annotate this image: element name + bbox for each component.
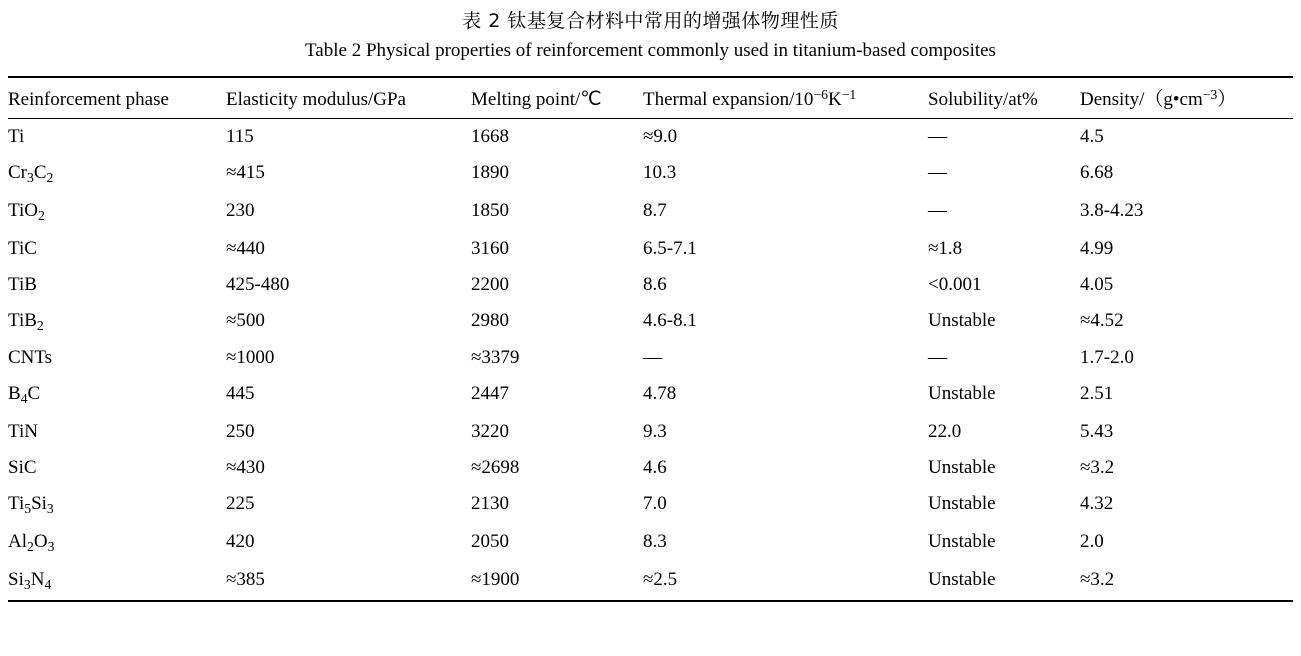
cell-expansion: — [643,347,662,369]
cell-density: ≈4.52 [1080,309,1124,331]
cell-melting: 3220 [471,421,509,443]
column-header-thermal-expansion: Thermal expansion/$10^{-6}K^{-1}$ [643,86,857,110]
cell-phase: $B_4C$ [8,383,41,407]
cell-phase: $Cr_3C_2$ [8,162,54,185]
cell-melting: 1890 [471,162,509,183]
cell-solubility: Unstable [928,457,996,479]
column-header-density: Density/$(g•cm^{-3})$ [1080,86,1237,110]
cell-phase: TiC [8,237,37,259]
table-row [8,414,1293,450]
cell-modulus: ≈385 [226,568,265,590]
cell-density: 2.0 [1080,531,1104,553]
cell-solubility: 22.0 [928,421,962,443]
table-row [8,193,1293,231]
column-header-solubility: Solubility/at% [928,89,1038,110]
cell-solubility: Unstable [928,531,996,553]
cell-melting: ≈3379 [471,347,520,369]
cell-phase: $Ti_5Si_3$ [8,493,54,517]
cell-melting: 2130 [471,493,509,515]
cell-solubility: Unstable [928,568,996,590]
cell-modulus: 115 [226,126,254,147]
cell-density: 2.51 [1080,383,1114,405]
cell-phase: CNTs [8,347,53,369]
cell-phase: Ti [8,126,25,147]
properties-table [8,76,1293,602]
table-row [8,524,1293,562]
cell-modulus: 420 [226,531,255,553]
cell-melting: 2200 [471,273,509,295]
cell-expansion: 9.3 [643,421,667,443]
cell-modulus: ≈430 [226,457,265,479]
cell-modulus: ≈440 [226,237,265,259]
cell-density: 4.05 [1080,273,1114,295]
table-row [8,231,1293,267]
cell-expansion: 7.0 [643,493,667,515]
column-header-reinforcement-phase: Reinforcement phase [8,89,169,110]
cell-solubility: <0.001 [928,273,982,295]
cell-modulus: ≈500 [226,309,265,331]
cell-solubility: — [928,347,947,369]
cell-solubility: — [928,126,947,147]
cell-phase: TiB$_2$ [8,309,44,333]
cell-expansion: 8.7 [643,199,667,221]
cell-density: 1.7-2.0 [1080,347,1134,369]
cell-melting: 2980 [471,309,509,331]
cell-expansion: ≈9.0 [643,126,678,147]
table-body [8,119,1293,601]
cell-expansion: 4.78 [643,383,677,405]
cell-modulus: 250 [226,421,255,443]
cell-phase: TiO$_2$ [8,199,45,223]
table-row [8,376,1293,414]
cell-modulus: 225 [226,493,255,515]
cell-melting: 2447 [471,383,509,405]
cell-melting: ≈1900 [471,568,520,590]
table-row [8,119,1293,156]
cell-modulus: 230 [226,199,255,221]
cell-modulus: ≈415 [226,162,265,183]
cell-modulus: ≈1000 [226,347,275,369]
table-row [8,155,1293,193]
cell-solubility: ≈1.8 [928,237,963,259]
table-row [8,267,1293,303]
cell-solubility: Unstable [928,493,996,515]
cell-solubility: Unstable [928,309,996,331]
cell-melting: 2050 [471,531,509,553]
cell-density: 5.43 [1080,421,1114,443]
table-caption-english: Table 2 Physical properties of reinforcement commonly used in titanium-based composites [305,40,996,61]
cell-solubility: — [928,162,947,183]
cell-density: 3.8-4.23 [1080,199,1144,221]
cell-solubility: — [928,199,947,221]
cell-modulus: 425-480 [226,273,290,295]
cell-expansion: 8.3 [643,531,667,553]
table-row [8,450,1293,486]
cell-expansion: 6.5-7.1 [643,237,697,259]
table-header [8,77,1293,119]
cell-density: ≈3.2 [1080,568,1115,590]
cell-density: 6.68 [1080,162,1114,183]
cell-solubility: Unstable [928,383,996,405]
cell-phase: TiN [8,421,38,443]
cell-expansion: 8.6 [643,273,667,295]
cell-melting: 1668 [471,126,509,147]
cell-modulus: 445 [226,383,255,405]
column-header-elasticity-modulus: Elasticity modulus/GPa [226,89,406,110]
cell-phase: $Si_3N_4$ [8,568,52,592]
cell-expansion: 4.6-8.1 [643,309,697,331]
table-caption-chinese: 表 2 钛基复合材料中常用的增强体物理性质 [462,10,839,32]
cell-density: 4.32 [1080,493,1114,515]
column-header-melting-point: Melting point/℃ [471,89,602,110]
cell-density: ≈3.2 [1080,457,1115,479]
table-header-row [8,77,1293,119]
table-row [8,562,1293,601]
table-row [8,303,1293,341]
cell-phase: $Al_2O_3$ [8,531,55,554]
cell-density: 4.5 [1080,126,1104,147]
cell-melting: ≈2698 [471,457,520,479]
cell-phase: SiC [8,457,37,479]
table-row [8,340,1293,376]
cell-melting: 1850 [471,199,509,221]
cell-density: 4.99 [1080,237,1114,259]
table-row [8,486,1293,524]
cell-phase: TiB [8,273,37,295]
table-page [0,8,1301,656]
cell-expansion: ≈2.5 [643,568,678,590]
cell-expansion: 4.6 [643,457,667,479]
cell-melting: 3160 [471,237,509,259]
cell-expansion: 10.3 [643,162,677,183]
